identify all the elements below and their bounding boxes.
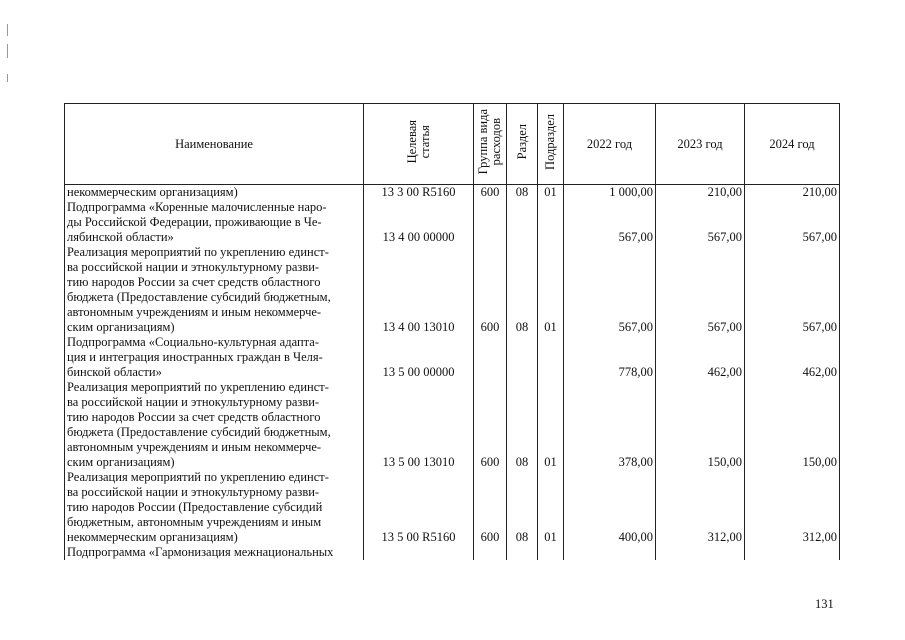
row-section: 08 [507, 470, 538, 545]
row-name [65, 380, 364, 470]
row-name-line: некоммерческим организациям) [67, 185, 238, 199]
row-name [65, 200, 364, 245]
row-name [65, 470, 364, 545]
row-name-line: ды Российской Федерации, проживающие в Че- [67, 215, 322, 229]
row-expense-group [474, 545, 507, 560]
row-2023: 567,00 [656, 200, 745, 245]
scan-margin-mark [7, 24, 8, 36]
row-subsection: 01 [538, 380, 564, 470]
row-2023: 567,00 [656, 245, 745, 335]
header-target-article: Целевая статья [364, 104, 474, 185]
row-name-line: тию народов России за счет средств областного [67, 410, 321, 424]
row-name-line: Реализация мероприятий по укреплению единст- [67, 470, 329, 484]
row-expense-group [474, 200, 507, 245]
header-2023: 2023 год [656, 104, 745, 185]
row-2024: 312,00 [745, 470, 840, 545]
row-2024 [745, 545, 840, 560]
row-target-article: 13 4 00 00000 [364, 200, 474, 245]
row-name-line: лябинской области» [67, 230, 174, 244]
row-target-article: 13 4 00 13010 [364, 245, 474, 335]
row-name-line: Подпрограмма «Социально-культурная адапта- [67, 335, 319, 349]
row-2023: 150,00 [656, 380, 745, 470]
row-name [65, 185, 364, 201]
header-2024: 2024 год [745, 104, 840, 185]
row-subsection [538, 335, 564, 380]
row-name-line: тию народов России за счет средств областного [67, 275, 321, 289]
row-section [507, 545, 538, 560]
row-subsection [538, 200, 564, 245]
row-expense-group: 600 [474, 470, 507, 545]
scan-margin-mark [7, 44, 8, 58]
row-name-line: бюджета (Предоставление субсидий бюджетным, [67, 425, 331, 439]
row-target-article: 13 3 00 R5160 [364, 185, 474, 201]
row-name-line: ским организациям) [67, 320, 175, 334]
table-row [65, 470, 840, 545]
row-name-line: бюджета (Предоставление субсидий бюджетным, [67, 290, 331, 304]
header-expense-group: Группа вида расходов [474, 104, 507, 185]
row-2023: 312,00 [656, 470, 745, 545]
row-name [65, 245, 364, 335]
row-section: 08 [507, 380, 538, 470]
row-target-article: 13 5 00 00000 [364, 335, 474, 380]
row-target-article: 13 5 00 R5160 [364, 470, 474, 545]
row-2022: 1 000,00 [564, 185, 656, 201]
row-2024: 567,00 [745, 245, 840, 335]
scan-margin-mark [7, 74, 8, 82]
row-subsection [538, 545, 564, 560]
row-2022: 400,00 [564, 470, 656, 545]
row-name-line: автономным учреждениям и иным некоммерче- [67, 440, 322, 454]
table-row [65, 185, 840, 201]
header-section: Раздел [507, 104, 538, 185]
row-section [507, 200, 538, 245]
row-name-line: автономным учреждениям и иным некоммерче- [67, 305, 322, 319]
budget-table [64, 103, 840, 560]
row-name-line: Подпрограмма «Коренные малочисленные наро- [67, 200, 327, 214]
row-2023 [656, 545, 745, 560]
page-number: 131 [815, 597, 834, 611]
row-2024: 462,00 [745, 335, 840, 380]
row-section [507, 335, 538, 380]
row-subsection: 01 [538, 185, 564, 201]
row-name-line: ция и интеграция иностранных граждан в Челя- [67, 350, 323, 364]
row-2022: 778,00 [564, 335, 656, 380]
row-name [65, 335, 364, 380]
header-name: Наименование [65, 104, 364, 185]
row-target-article: 13 5 00 13010 [364, 380, 474, 470]
row-name-line: ским организациям) [67, 455, 175, 469]
row-2023: 210,00 [656, 185, 745, 201]
row-2024: 567,00 [745, 200, 840, 245]
header-2022: 2022 год [564, 104, 656, 185]
row-2024: 210,00 [745, 185, 840, 201]
table-row [65, 380, 840, 470]
header-row [65, 104, 840, 185]
row-subsection: 01 [538, 245, 564, 335]
row-2022: 567,00 [564, 245, 656, 335]
row-name-line: ва российской нации и этнокультурному разви- [67, 260, 320, 274]
row-name-line: Подпрограмма «Гармонизация межнациональных [67, 545, 334, 559]
row-2023: 462,00 [656, 335, 745, 380]
header-subsection: Подраздел [538, 104, 564, 185]
row-expense-group: 600 [474, 185, 507, 201]
row-name-line: ва российской нации и этнокультурному разви- [67, 485, 320, 499]
table-row [65, 335, 840, 380]
row-subsection: 01 [538, 470, 564, 545]
row-2022 [564, 545, 656, 560]
row-2024: 150,00 [745, 380, 840, 470]
row-target-article [364, 545, 474, 560]
row-expense-group: 600 [474, 380, 507, 470]
row-section: 08 [507, 245, 538, 335]
row-expense-group [474, 335, 507, 380]
row-section: 08 [507, 185, 538, 201]
row-name-line: бюджетным, автономным учреждениям и иным [67, 515, 322, 529]
row-expense-group: 600 [474, 245, 507, 335]
table-row [65, 200, 840, 245]
row-name-line: Реализация мероприятий по укреплению единст- [67, 245, 329, 259]
row-name-line: тию народов России (Предоставление субсидий [67, 500, 323, 514]
row-name-line: некоммерческим организациям) [67, 530, 238, 544]
row-name-line: Реализация мероприятий по укреплению единст- [67, 380, 329, 394]
row-2022: 567,00 [564, 200, 656, 245]
table-row [65, 545, 840, 560]
row-name [65, 545, 364, 560]
row-2022: 378,00 [564, 380, 656, 470]
row-name-line: бинской области» [67, 365, 162, 379]
row-name-line: ва российской нации и этнокультурному разви- [67, 395, 320, 409]
table-row [65, 245, 840, 335]
